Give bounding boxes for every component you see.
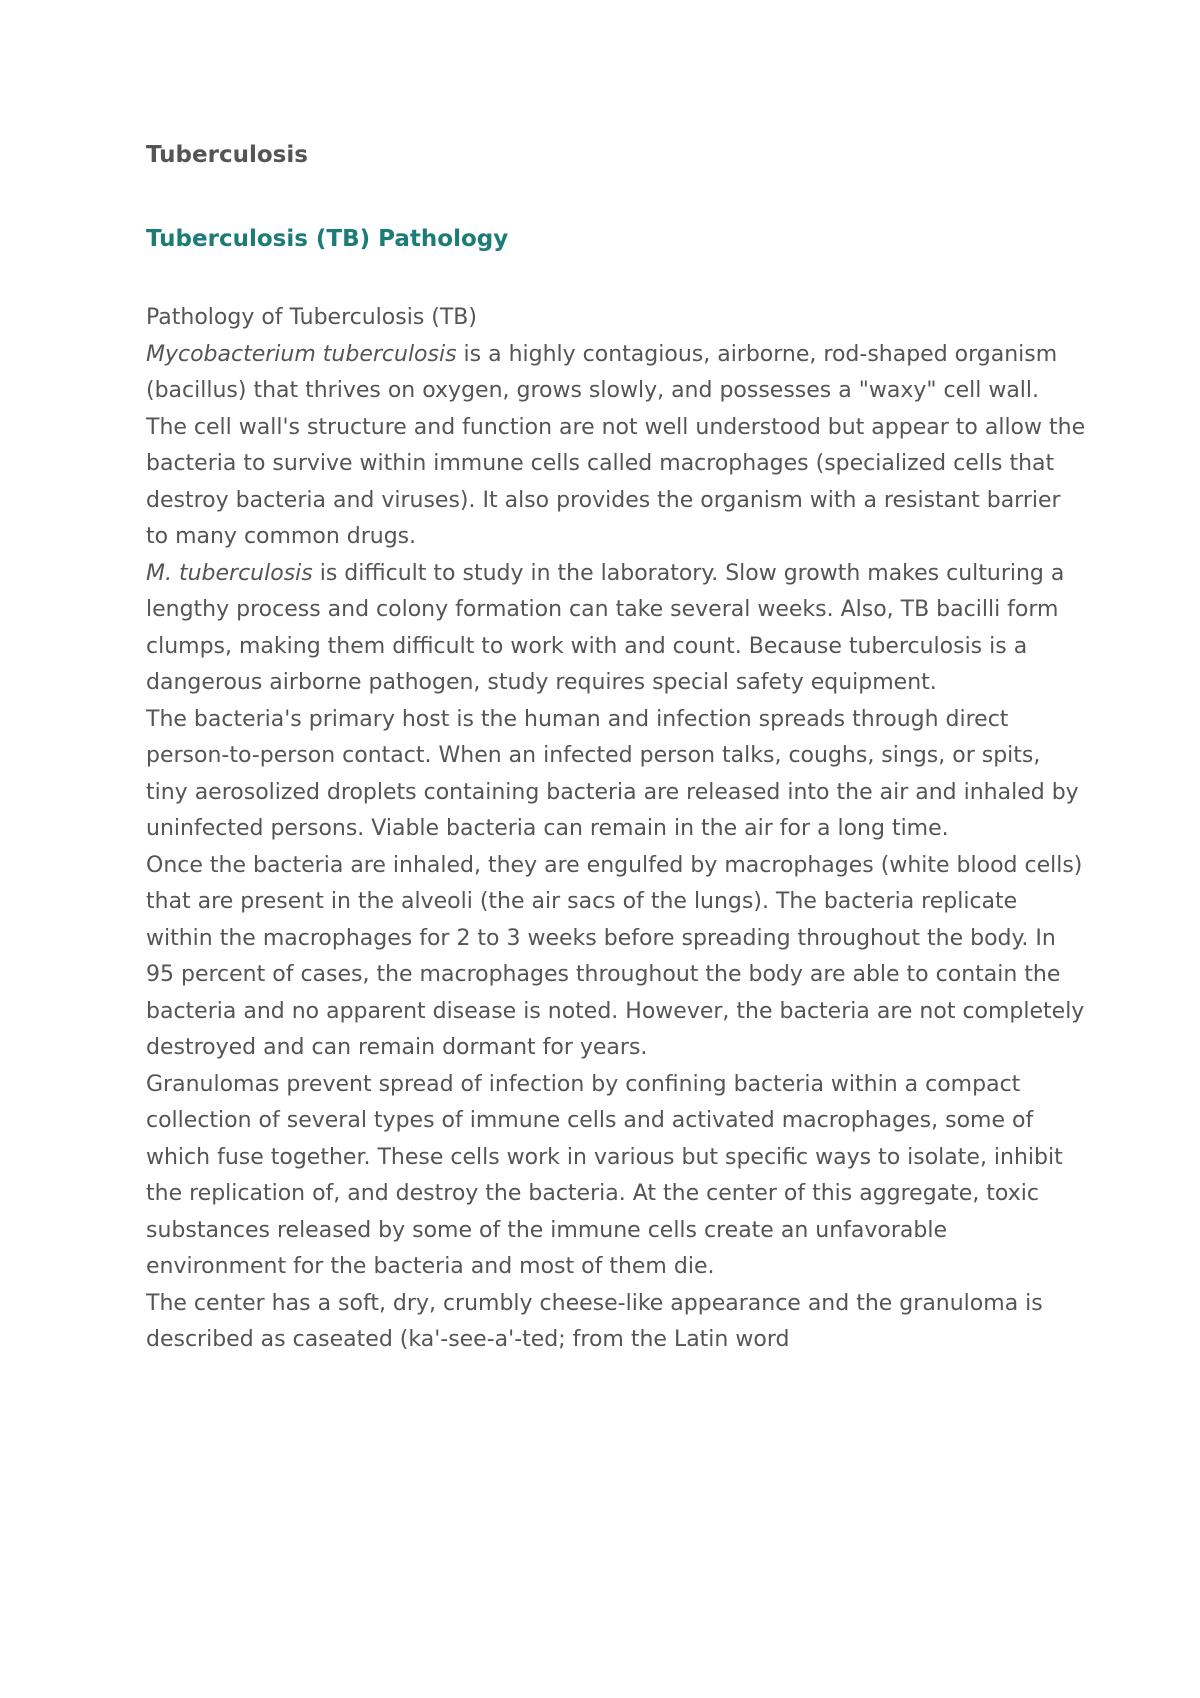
italic-term: Mycobacterium tuberculosis: [146, 341, 457, 367]
paragraph-2: [146, 556, 1086, 702]
document-page: [146, 140, 1086, 1359]
paragraph-1: [146, 337, 1086, 556]
italic-term: M. tuberculosis: [146, 560, 313, 586]
paragraph-3: The bacteria's primary host is the human and infection spreads through direct person-to-person contact. When an infected person talks, coughs, sings, or spits, tiny aerosolized droplets containing bacteria are released into the air and inhaled by uninfected persons. Viable bacteria can remain in the air for a long time.: [146, 706, 1079, 841]
paragraph-text: is difficult to study in the laboratory. Slow growth makes culturing a lengthy process and colony formation can take several weeks. Also, TB bacilli form clumps, making them difficult to work with and count. Because tuberculosis is a dangerous airborne pathogen, study requires special safety equipment.: [146, 560, 1065, 695]
subsection-title: Pathology of Tuberculosis (TB): [146, 305, 477, 330]
paragraph-text: is a highly contagious, airborne, rod-shaped organism (bacillus) that thrives on oxygen, grows slowly, and possesses a "waxy" cell wall. The cell wall's structure and function are not well understood but appear to allow the bacteria to survive within immune cells called macrophages (specialized cells that destroy bacteria and viruses). It also provides the organism with a resistant barrier to many common drugs.: [146, 341, 1086, 549]
section-heading: Tuberculosis (TB) Pathology: [146, 226, 509, 252]
paragraph-5: Granulomas prevent spread of infection by confining bacteria within a compact collection of several types of immune cells and activated macrophages, some of which fuse together. These cells work in various but specific ways to isolate, inhibit the replication of, and destroy the bacteria. At the center of this aggregate, toxic substances released by some of the immune cells create an unfavorable environment for the bacteria and most of them die.: [146, 1071, 1063, 1279]
document-title: Tuberculosis: [146, 142, 308, 168]
paragraph-4: Once the bacteria are inhaled, they are engulfed by macrophages (white blood cells) that are present in the alveoli (the air sacs of the lungs). The bacteria replicate within the macrophages for 2 to 3 weeks before spreading throughout the body. In 95 percent of cases, the macrophages throughout the body are able to contain the bacteria and no apparent disease is noted. However, the bacteria are not completely destroyed and can remain dormant for years.: [146, 852, 1085, 1060]
paragraph-6: The center has a soft, dry, crumbly cheese-like appearance and the granuloma is described as caseated (ka'-see-a'-ted; from the Latin word: [146, 1290, 1043, 1352]
